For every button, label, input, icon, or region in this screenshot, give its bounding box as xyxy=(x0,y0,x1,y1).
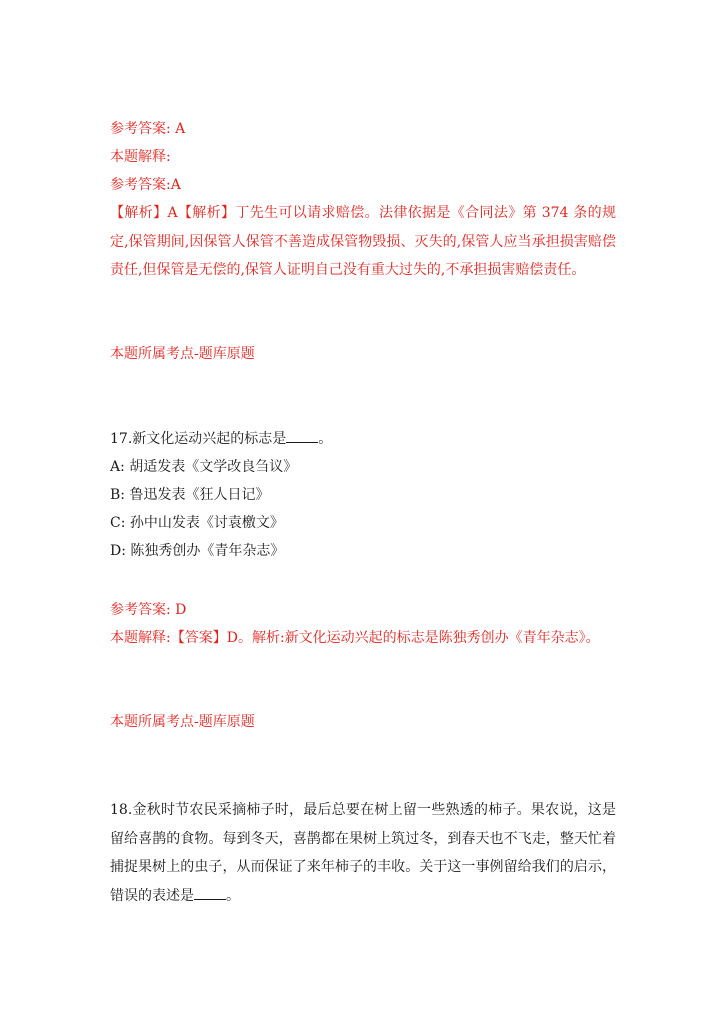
q18-stem-end: 。 xyxy=(226,887,240,904)
q17-option-c: C: 孙中山发表《讨袁檄文》 xyxy=(110,515,284,531)
q17-topic-section xyxy=(110,708,616,736)
q16-topic-section xyxy=(110,340,616,368)
q17-question xyxy=(110,425,616,565)
q17-topic: 本题所属考点-题库原题 xyxy=(110,714,255,730)
q16-analysis: 【解析】A【解析】丁先生可以请求赔偿。法律依据是《合同法》第 374 条的规定,保管期间,因保管人保管不善造成保管物毁损、灭失的,保管人应当承担损害赔偿责任,但保管是无偿的,保管人证明自己没有重大过失的,不承担损害赔偿责任。 xyxy=(110,205,616,278)
q17-stem-end: 。 xyxy=(318,431,333,447)
q17-option-d: D: 陈独秀创办《青年杂志》 xyxy=(110,543,285,559)
q16-topic: 本题所属考点-题库原题 xyxy=(110,346,255,362)
q17-analysis: 本题解释:【答案】D。解析:新文化运动兴起的标志是陈独秀创办《青年杂志》。 xyxy=(110,630,600,646)
q18-question xyxy=(110,796,616,910)
q17-option-a: A: 胡适发表《文学改良刍议》 xyxy=(110,459,298,475)
q17-stem-text: 17.新文化运动兴起的标志是 xyxy=(110,431,287,447)
q16-explain-label: 本题解释: xyxy=(110,149,171,165)
q16-answer-section xyxy=(110,115,616,285)
q16-answer-line: 参考答案: A xyxy=(110,121,186,137)
q18-stem-text: 18.金秋时节农民采摘柿子时，最后总要在树上留一些熟透的柿子。果农说，这是留给喜鹊的食物。每到冬天，喜鹊都在果树上筑过冬，到春天也不飞走，整天忙着捕捉果树上的虫子，从而保证了来年柿子的丰收。关于这一事例留给我们的启示，错误的表述是 xyxy=(110,802,616,904)
q18-answer-blank xyxy=(194,883,226,900)
q17-answer-section xyxy=(110,596,616,653)
q18-stem xyxy=(110,796,616,910)
q17-answer-line: 参考答案: D xyxy=(110,602,187,618)
q17-stem xyxy=(110,425,616,453)
q17-option-b: B: 鲁迅发表《狂人日记》 xyxy=(110,487,270,503)
q16-answer-line-2: 参考答案:A xyxy=(110,177,181,193)
q17-answer-blank xyxy=(286,426,318,443)
